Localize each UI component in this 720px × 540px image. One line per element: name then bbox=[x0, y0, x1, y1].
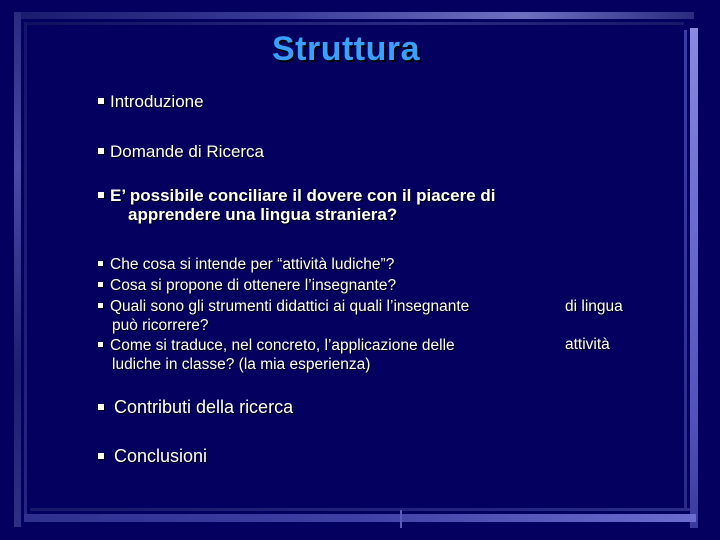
square-bullet-icon bbox=[98, 453, 104, 459]
item-label: Introduzione bbox=[110, 92, 204, 111]
sub-question-3 bbox=[98, 296, 538, 334]
sub-question-text: Quali sono gli strumenti didattici ai quali l’insegnante bbox=[110, 298, 470, 315]
bullet-item-domande bbox=[98, 142, 264, 161]
sub-question-text: Come si traduce, nel concreto, l’applicazione delle bbox=[110, 337, 455, 354]
frame-left-bar bbox=[14, 12, 21, 527]
square-bullet-icon bbox=[98, 98, 104, 104]
frame-left-inner-bar bbox=[24, 22, 27, 517]
research-question bbox=[98, 186, 598, 224]
frame-bottom-bar bbox=[24, 514, 696, 522]
sub-question-2 bbox=[98, 275, 396, 296]
item-label: Domande di Ricerca bbox=[110, 142, 265, 161]
sub-question-text: Che cosa si intende per “attività ludiche”? bbox=[110, 256, 395, 273]
frame-right-bar bbox=[690, 28, 698, 528]
square-bullet-icon bbox=[98, 261, 103, 266]
sub-question-continuation: può ricorrere? bbox=[112, 317, 209, 334]
bullet-item-introduzione bbox=[98, 92, 204, 111]
slide-title: Struttura bbox=[271, 30, 421, 68]
side-note-attivita: attività bbox=[565, 336, 610, 353]
frame-right-inner-bar bbox=[684, 30, 687, 510]
frame-bottom-notch bbox=[400, 510, 402, 528]
question-line-1: E’ possibile conciliare il dovere con il piacere di bbox=[110, 186, 496, 205]
square-bullet-icon bbox=[98, 303, 103, 308]
bullet-item-contributi bbox=[98, 397, 293, 418]
square-bullet-icon bbox=[98, 148, 104, 154]
item-label: Conclusioni bbox=[114, 446, 208, 466]
item-label: Contributi della ricerca bbox=[114, 397, 294, 417]
question-line-2: apprendere una lingua straniera? bbox=[128, 205, 398, 224]
frame-top-bar bbox=[14, 12, 694, 19]
sub-question-4 bbox=[98, 335, 538, 373]
square-bullet-icon bbox=[98, 192, 104, 198]
sub-question-continuation: ludiche in classe? (la mia esperienza) bbox=[112, 356, 371, 373]
bullet-item-conclusioni bbox=[98, 446, 207, 467]
sub-question-text: Cosa si propone di ottenere l’insegnante? bbox=[110, 277, 397, 294]
sub-question-1 bbox=[98, 254, 394, 275]
square-bullet-icon bbox=[98, 404, 104, 410]
square-bullet-icon bbox=[98, 342, 103, 347]
side-note-di-lingua: di lingua bbox=[565, 298, 623, 315]
frame-bottom-inner-bar bbox=[30, 508, 690, 511]
frame-top-inner-bar bbox=[24, 22, 684, 25]
square-bullet-icon bbox=[98, 282, 103, 287]
